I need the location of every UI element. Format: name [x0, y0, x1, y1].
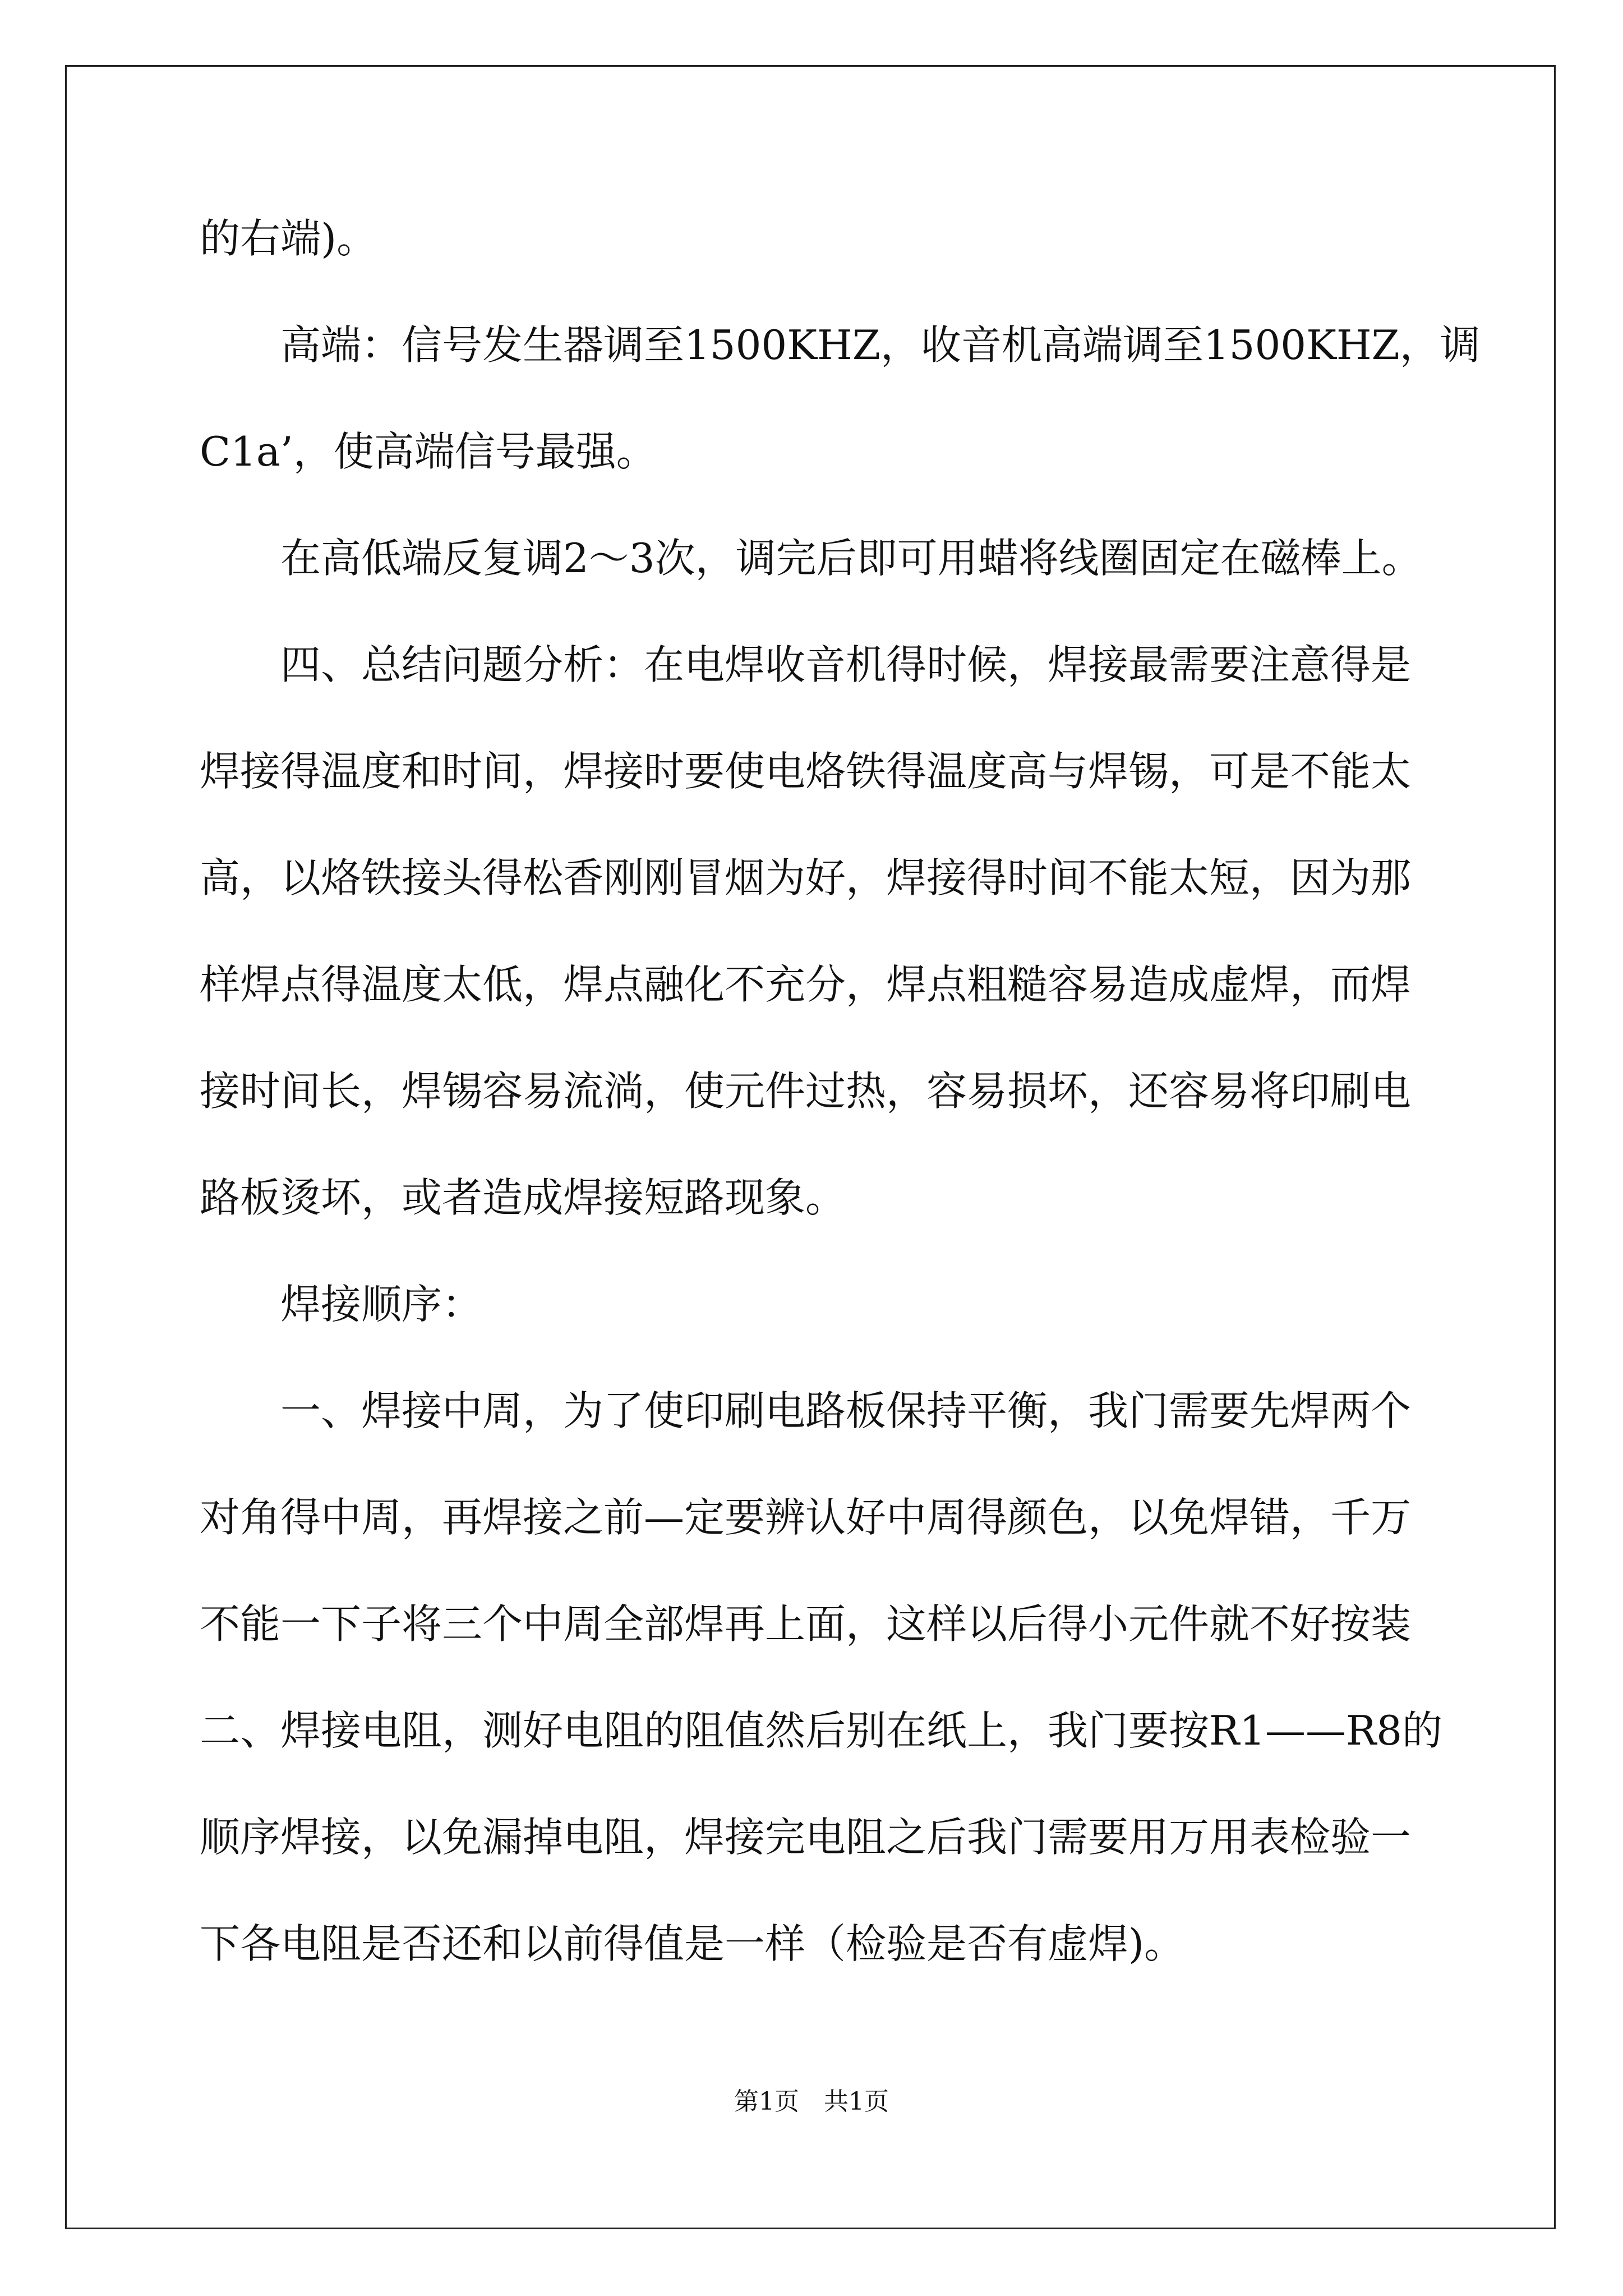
text-line: C1a’，使高端信号最强。 [200, 428, 657, 475]
text-line: 一、焊接中周，为了使印刷电路板保持平衡，我门需要先焊两个 [200, 1387, 1412, 1434]
text-line: 二、焊接电阻，测好电阻的阻值然后别在纸上，我门要按R1——R8的 [200, 1707, 1443, 1754]
text-line: 下各电阻是否还和以前得值是一样（检验是否有虚焊)。 [200, 1920, 1185, 1967]
text-line: 接时间长，焊锡容易流淌，使元件过热，容易损坏，还容易将印刷电 [200, 1068, 1412, 1115]
text-line: 不能一下子将三个中周全部焊再上面，这样以后得小元件就不好按装 [200, 1600, 1412, 1648]
page-number: 第1页 共1页 [734, 2087, 889, 2116]
text-line: 在高低端反复调2～3次，调完后即可用蜡将线圈固定在磁棒上。 [200, 535, 1422, 582]
text-line: 焊接顺序： [200, 1281, 483, 1328]
page-border [65, 65, 1556, 2229]
text-line: 高，以烙铁接头得松香刚刚冒烟为好，焊接得时间不能太短，因为那 [200, 854, 1412, 901]
text-line: 路板烫坏，或者造成焊接短路现象。 [200, 1174, 846, 1221]
text-line: 四、总结问题分析：在电焊收音机得时候，焊接最需要注意得是 [200, 641, 1412, 688]
text-line: 焊接得温度和时间，焊接时要使电烙铁得温度高与焊锡，可是不能太 [200, 748, 1412, 795]
text-line: 高端：信号发生器调至1500KHZ，收音机高端调至1500KHZ，调 [200, 321, 1481, 369]
text-line: 对角得中周，再焊接之前—定要辨认好中周得颜色，以免焊错，千万 [200, 1494, 1412, 1541]
text-line: 样焊点得温度太低，焊点融化不充分，焊点粗糙容易造成虚焊，而焊 [200, 961, 1412, 1008]
text-line: 的右端)。 [200, 215, 377, 262]
text-line: 顺序焊接，以免漏掉电阻，焊接完电阻之后我门需要用万用表检验一 [200, 1814, 1412, 1861]
